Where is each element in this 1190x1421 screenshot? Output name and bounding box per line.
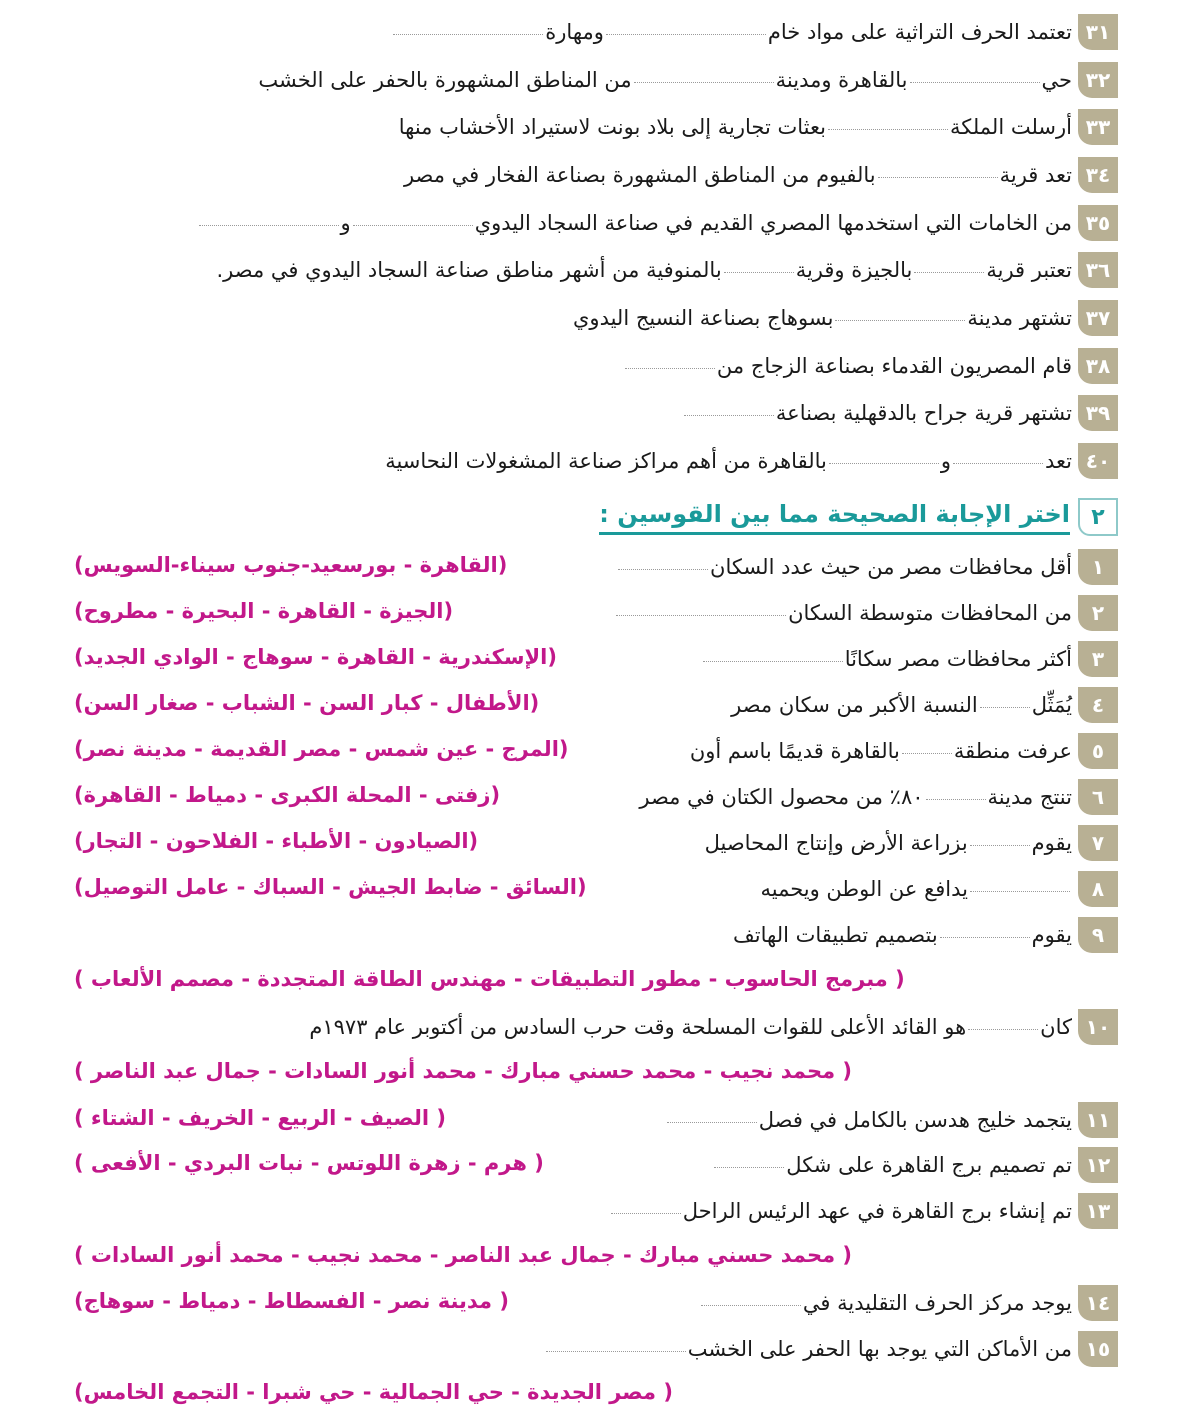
question-text — [258, 68, 1072, 92]
answer-options: (زفتى - المحلة الكبرى - دمياط - القاهرة) — [74, 783, 501, 807]
question-text — [701, 647, 1072, 671]
question-segment: حي — [1041, 68, 1072, 92]
answer-blank[interactable] — [667, 1122, 757, 1123]
answer-blank[interactable] — [878, 177, 998, 178]
question-text — [760, 877, 1072, 901]
question-row — [258, 60, 1118, 100]
question-text — [216, 258, 1072, 282]
question-segment: تعتمد الحرف التراثية على مواد خام — [767, 20, 1072, 44]
question-segment: تنتج مدينة — [987, 785, 1072, 809]
question-row — [682, 393, 1118, 433]
question-row — [665, 1100, 1118, 1140]
answer-blank[interactable] — [611, 1213, 681, 1214]
answer-blank[interactable] — [835, 320, 965, 321]
question-segment: تعد — [1045, 449, 1072, 473]
answer-options: (الجيزة - القاهرة - البحيرة - مطروح) — [74, 599, 454, 623]
question-segment: تشتهر قرية جراح بالدقهلية بصناعة — [775, 401, 1072, 425]
question-segment: قام المصريون القدماء بصناعة الزجاج من — [716, 354, 1072, 378]
answer-options: ( محمد نجيب - محمد حسني مبارك - محمد أنور السادات - جمال عبد الناصر ) — [74, 1059, 853, 1083]
answer-blank[interactable] — [829, 463, 939, 464]
section-header — [599, 497, 1118, 537]
question-row — [573, 298, 1118, 338]
answer-options: ( مصر الجديدة - حي الجمالية - حي شبرا - التجمع الخامس) — [74, 1380, 673, 1404]
question-segment: أرسلت الملكة — [949, 115, 1072, 139]
answer-options: (المرج - عين شمس - مصر القديمة - مدينة نصر) — [74, 737, 569, 761]
question-number-badge: ٣١ — [1078, 14, 1118, 50]
question-text — [712, 1153, 1072, 1177]
question-segment: بعثات تجارية إلى بلاد بونت لاستيراد الأخشاب منها — [398, 115, 826, 139]
question-number-badge: ١١ — [1078, 1102, 1118, 1138]
question-text — [690, 739, 1072, 763]
question-text — [385, 449, 1072, 473]
answer-blank[interactable] — [940, 937, 1030, 938]
question-row — [731, 685, 1118, 725]
answer-options: (الأطفال - كبار السن - الشباب - صغار السن) — [74, 691, 540, 715]
question-row — [616, 547, 1118, 587]
question-number-badge: ٣٥ — [1078, 205, 1118, 241]
question-row — [385, 441, 1118, 481]
question-segment: بتصميم تطبيقات الهاتف — [733, 923, 938, 947]
answer-blank[interactable] — [714, 1167, 784, 1168]
question-number-badge: ٨ — [1078, 871, 1118, 907]
answer-options: (القاهرة - بورسعيد-جنوب سيناء-السويس) — [74, 553, 508, 577]
question-text — [639, 785, 1072, 809]
answer-blank[interactable] — [625, 368, 715, 369]
question-segment: من المحافظات متوسطة السكان — [788, 601, 1072, 625]
question-number-badge: ٩ — [1078, 917, 1118, 953]
question-segment: ٨٠٪ من محصول الكتان في مصر — [639, 785, 924, 809]
question-row — [623, 346, 1118, 386]
answer-options: (الإسكندرية - القاهرة - سوهاج - الوادي الجديد) — [74, 645, 557, 669]
question-number-badge: ٥ — [1078, 733, 1118, 769]
question-segment: بسوهاج بصناعة النسيج اليدوي — [572, 306, 834, 330]
section-title: اختر الإجابة الصحيحة مما بين القوسين : — [599, 500, 1070, 535]
answer-options: (الصيادون - الأطباء - الفلاحون - التجار) — [74, 829, 479, 853]
question-number-badge: ١٣ — [1078, 1193, 1118, 1229]
answer-blank[interactable] — [353, 225, 473, 226]
question-number-badge: ٦ — [1078, 779, 1118, 815]
question-text — [573, 306, 1072, 330]
answer-options: ( محمد حسني مبارك - جمال عبد الناصر - محمد نجيب - محمد أنور السادات ) — [74, 1243, 853, 1267]
question-number-badge: ٣٣ — [1078, 109, 1118, 145]
answer-blank[interactable] — [199, 225, 339, 226]
answer-options: ( هرم - زهرة اللوتس - نبات البردي - الأفعى ) — [74, 1151, 544, 1175]
question-segment: و — [340, 211, 351, 235]
question-text — [616, 555, 1072, 579]
question-text — [399, 115, 1072, 139]
question-text — [665, 1108, 1072, 1132]
question-text — [544, 1337, 1072, 1361]
question-segment: بزراعة الأرض وإنتاج المحاصيل — [704, 831, 968, 855]
question-segment: تشتهر مدينة — [967, 306, 1072, 330]
answer-options: (السائق - ضابط الجيش - السباك - عامل التوصيل) — [74, 875, 587, 899]
question-segment: بالجيزة وقرية — [795, 258, 913, 282]
question-number-badge: ٣٨ — [1078, 348, 1118, 384]
answer-blank[interactable] — [910, 82, 1040, 83]
question-text — [705, 831, 1072, 855]
question-number-badge: ١٤ — [1078, 1285, 1118, 1321]
question-row — [712, 1145, 1118, 1185]
question-segment: بالقاهرة ومدينة — [775, 68, 908, 92]
question-text — [682, 401, 1072, 425]
question-text — [733, 923, 1072, 947]
question-number-badge: ١٠ — [1078, 1009, 1118, 1045]
question-segment: ومهارة — [545, 20, 604, 44]
question-text — [623, 354, 1072, 378]
answer-options: ( الصيف - الربيع - الخريف - الشتاء ) — [74, 1106, 446, 1130]
question-segment: بالقاهرة قديمًا باسم أون — [689, 739, 900, 763]
question-segment: بالفيوم من المناطق المشهورة بصناعة الفخار في مصر — [403, 163, 876, 187]
question-segment: تعتبر قرية — [986, 258, 1072, 282]
question-number-badge: ٣٧ — [1078, 300, 1118, 336]
question-row — [404, 155, 1118, 195]
question-segment: يوجد مركز الحرف التقليدية في — [802, 1291, 1072, 1315]
question-segment: النسبة الأكبر من سكان مصر — [731, 693, 978, 717]
question-number-badge: ٣٦ — [1078, 252, 1118, 288]
answer-blank[interactable] — [606, 34, 766, 35]
question-number-badge: ٧ — [1078, 825, 1118, 861]
question-segment: هو القائد الأعلى للقوات المسلحة وقت حرب السادس من أكتوبر عام ١٩٧٣م — [309, 1015, 967, 1039]
answer-blank[interactable] — [684, 415, 774, 416]
question-segment: أكثر محافظات مصر سكانًا — [844, 647, 1072, 671]
question-text — [391, 20, 1072, 44]
question-row — [639, 777, 1118, 817]
question-segment: تم تصميم برج القاهرة على شكل — [786, 1153, 1072, 1177]
answer-blank[interactable] — [703, 661, 843, 662]
question-number-badge: ٢ — [1078, 595, 1118, 631]
question-row — [701, 639, 1118, 679]
section-number: ٢ — [1078, 498, 1118, 536]
question-number-badge: ١٥ — [1078, 1331, 1118, 1367]
question-number-badge: ٣٤ — [1078, 157, 1118, 193]
question-row — [760, 869, 1118, 909]
question-text — [197, 211, 1072, 235]
question-segment: تم إنشاء برج القاهرة في عهد الرئيس الراحل — [682, 1199, 1072, 1223]
answer-blank[interactable] — [546, 1351, 686, 1352]
question-number-badge: ٣ — [1078, 641, 1118, 677]
answer-blank[interactable] — [953, 463, 1043, 464]
question-row — [699, 1283, 1118, 1323]
question-segment: يتجمد خليج هدسن بالكامل في فصل — [758, 1108, 1072, 1132]
question-text — [309, 1015, 1072, 1039]
question-text — [699, 1291, 1072, 1315]
question-row — [733, 915, 1118, 955]
question-segment: يقوم — [1031, 923, 1072, 947]
question-row — [391, 12, 1118, 52]
question-text — [614, 601, 1072, 625]
answer-options: ( مبرمج الحاسوب - مطور التطبيقات - مهندس الطاقة المتجددة - مصمم الألعاب ) — [74, 967, 905, 991]
question-text — [404, 163, 1072, 187]
question-row — [690, 731, 1118, 771]
answer-blank[interactable] — [980, 707, 1030, 708]
answer-blank[interactable] — [724, 272, 794, 273]
question-segment: تعد قرية — [999, 163, 1072, 187]
question-row — [614, 593, 1118, 633]
answer-blank[interactable] — [970, 891, 1070, 892]
question-row — [705, 823, 1118, 863]
answer-blank[interactable] — [616, 615, 786, 616]
answer-blank[interactable] — [701, 1305, 801, 1306]
question-segment: بالقاهرة من أهم مراكز صناعة المشغولات النحاسية — [385, 449, 827, 473]
question-number-badge: ٣٢ — [1078, 62, 1118, 98]
question-row — [309, 1007, 1118, 1047]
answer-blank[interactable] — [634, 82, 774, 83]
answer-blank[interactable] — [926, 799, 986, 800]
question-row — [544, 1329, 1118, 1369]
question-row — [609, 1191, 1118, 1231]
answer-options: ( مدينة نصر - الفسطاط - دمياط - سوهاج) — [74, 1289, 509, 1313]
question-row — [197, 203, 1118, 243]
question-number-badge: ١٢ — [1078, 1147, 1118, 1183]
question-segment: عرفت منطقة — [953, 739, 1072, 763]
question-number-badge: ٤٠ — [1078, 443, 1118, 479]
question-segment: و — [940, 449, 951, 473]
question-segment: كان — [1040, 1015, 1072, 1039]
question-segment: يدافع عن الوطن ويحميه — [760, 877, 968, 901]
question-text — [609, 1199, 1072, 1223]
question-segment: من الأماكن التي يوجد بها الحفر على الخشب — [687, 1337, 1072, 1361]
question-segment: أقل محافظات مصر من حيث عدد السكان — [710, 555, 1072, 579]
question-text — [731, 693, 1072, 717]
question-segment: يقوم — [1031, 831, 1072, 855]
answer-blank[interactable] — [618, 569, 708, 570]
question-segment: من الخامات التي استخدمها المصري القديم في صناعة السجاد اليدوي — [474, 211, 1072, 235]
question-row — [399, 107, 1118, 147]
answer-blank[interactable] — [970, 845, 1030, 846]
question-row — [216, 250, 1118, 290]
question-segment: بالمنوفية من أشهر مناطق صناعة السجاد اليدوي في مصر. — [216, 258, 722, 282]
question-number-badge: ١ — [1078, 549, 1118, 585]
answer-blank[interactable] — [393, 34, 543, 35]
answer-blank[interactable] — [968, 1029, 1038, 1030]
question-number-badge: ٣٩ — [1078, 395, 1118, 431]
question-number-badge: ٤ — [1078, 687, 1118, 723]
question-segment: يُمَثِّل — [1031, 693, 1072, 717]
answer-blank[interactable] — [902, 753, 952, 754]
question-segment: من المناطق المشهورة بالحفر على الخشب — [258, 68, 632, 92]
answer-blank[interactable] — [914, 272, 984, 273]
answer-blank[interactable] — [828, 129, 948, 130]
